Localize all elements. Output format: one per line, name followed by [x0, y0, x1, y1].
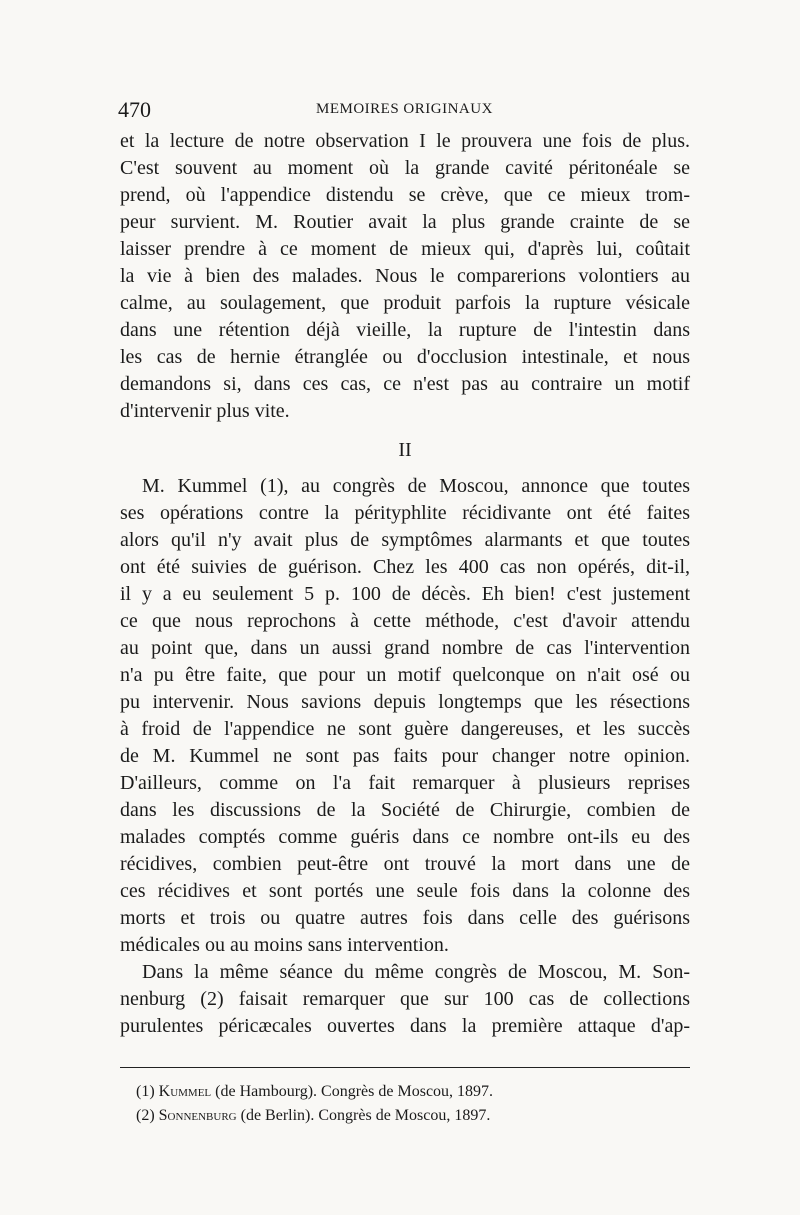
running-head: MEMOIRES ORIGINAUX	[316, 101, 493, 117]
footnote-author: Kummel	[158, 1083, 212, 1100]
footnote-divider	[120, 1067, 690, 1068]
page-number: 470	[118, 97, 151, 122]
text-line: M. Kummel (1), au congrès de Moscou, annonce que toutes	[142, 475, 690, 497]
footnote-author: Sonnenburg	[158, 1107, 237, 1124]
page-header	[118, 97, 690, 121]
text-line: et la lecture de notre observation I le prouvera une fois de plus.	[120, 130, 690, 152]
footnote-2	[136, 1104, 686, 1128]
paragraph-1	[120, 128, 690, 425]
text-line: malades comptés comme guéris dans ce nombre ont-ils eu des	[120, 826, 690, 848]
text-line: la vie à bien des malades. Nous le comparerions volontiers au	[120, 265, 690, 287]
footnote-text: (de Hambourg). Congrès de Moscou, 1897.	[215, 1083, 494, 1100]
text-line: calme, au soulagement, que produit parfois la rupture vésicale	[120, 292, 690, 314]
text-line: alors qu'il n'y avait plus de symptômes alarmants et que toutes	[120, 529, 690, 551]
text-line: laisser prendre à ce moment de mieux qui, d'après lui, coûtait	[120, 238, 690, 260]
text-line: médicales ou au moins sans intervention.	[120, 934, 449, 956]
footnote-1	[136, 1080, 686, 1104]
text-line: nenburg (2) faisait remarquer que sur 100 cas de collections	[120, 988, 690, 1010]
body-text	[120, 128, 690, 1040]
text-line: récidives, combien peut-être ont trouvé la mort dans une de	[120, 853, 690, 875]
text-line: ses opérations contre la pérityphlite récidivante ont été faites	[120, 502, 690, 524]
footnote-text: (de Berlin). Congrès de Moscou, 1897.	[240, 1107, 491, 1124]
text-line: purulentes péricæcales ouvertes dans la première attaque d'ap-	[120, 1015, 690, 1037]
text-line: ces récidives et sont portés une seule fois dans la colonne des	[120, 880, 690, 902]
footnote-marker: (1)	[136, 1083, 155, 1100]
text-line: C'est souvent au moment où la grande cavité péritonéale se	[120, 157, 690, 179]
text-line: n'a pu être faite, que pour un motif quelconque on n'ait osé ou	[120, 664, 690, 686]
text-line: ont été suivies de guérison. Chez les 400 cas non opérés, dit-il,	[120, 556, 690, 578]
text-line: D'ailleurs, comme on l'a fait remarquer à plusieurs reprises	[120, 772, 690, 794]
footnote-marker: (2)	[136, 1107, 155, 1124]
text-line: ce que nous reprochons à cette méthode, c'est d'avoir attendu	[120, 610, 690, 632]
text-line: de M. Kummel ne sont pas faits pour changer notre opinion.	[120, 745, 690, 767]
text-line: à froid de l'appendice ne sont guère dangereuses, et les succès	[120, 718, 690, 740]
text-line: dans une rétention déjà vieille, la rupture de l'intestin dans	[120, 319, 690, 341]
paragraph-3	[120, 959, 690, 1040]
footnotes	[136, 1080, 686, 1128]
paragraph-2	[120, 473, 690, 959]
text-line: morts et trois ou quatre autres fois dans celle des guérisons	[120, 907, 690, 929]
text-line: pu intervenir. Nous savions depuis longtemps que les résections	[120, 691, 690, 713]
text-line: peur survient. M. Routier avait la plus grande crainte de se	[120, 211, 690, 233]
text-line: dans les discussions de la Société de Chirurgie, combien de	[120, 799, 690, 821]
text-line: Dans la même séance du même congrès de Moscou, M. Son-	[142, 961, 690, 983]
text-line: il y a eu seulement 5 p. 100 de décès. Eh bien! c'est justement	[120, 583, 690, 605]
text-line: au point que, dans un aussi grand nombre de cas l'intervention	[120, 637, 690, 659]
text-line: demandons si, dans ces cas, ce n'est pas au contraire un motif	[120, 373, 690, 395]
text-line: d'intervenir plus vite.	[120, 400, 290, 422]
text-line: prend, où l'appendice distendu se crève, que ce mieux trom-	[120, 184, 690, 206]
text-line: les cas de hernie étranglée ou d'occlusion intestinale, et nous	[120, 346, 690, 368]
section-heading: II	[398, 439, 412, 461]
